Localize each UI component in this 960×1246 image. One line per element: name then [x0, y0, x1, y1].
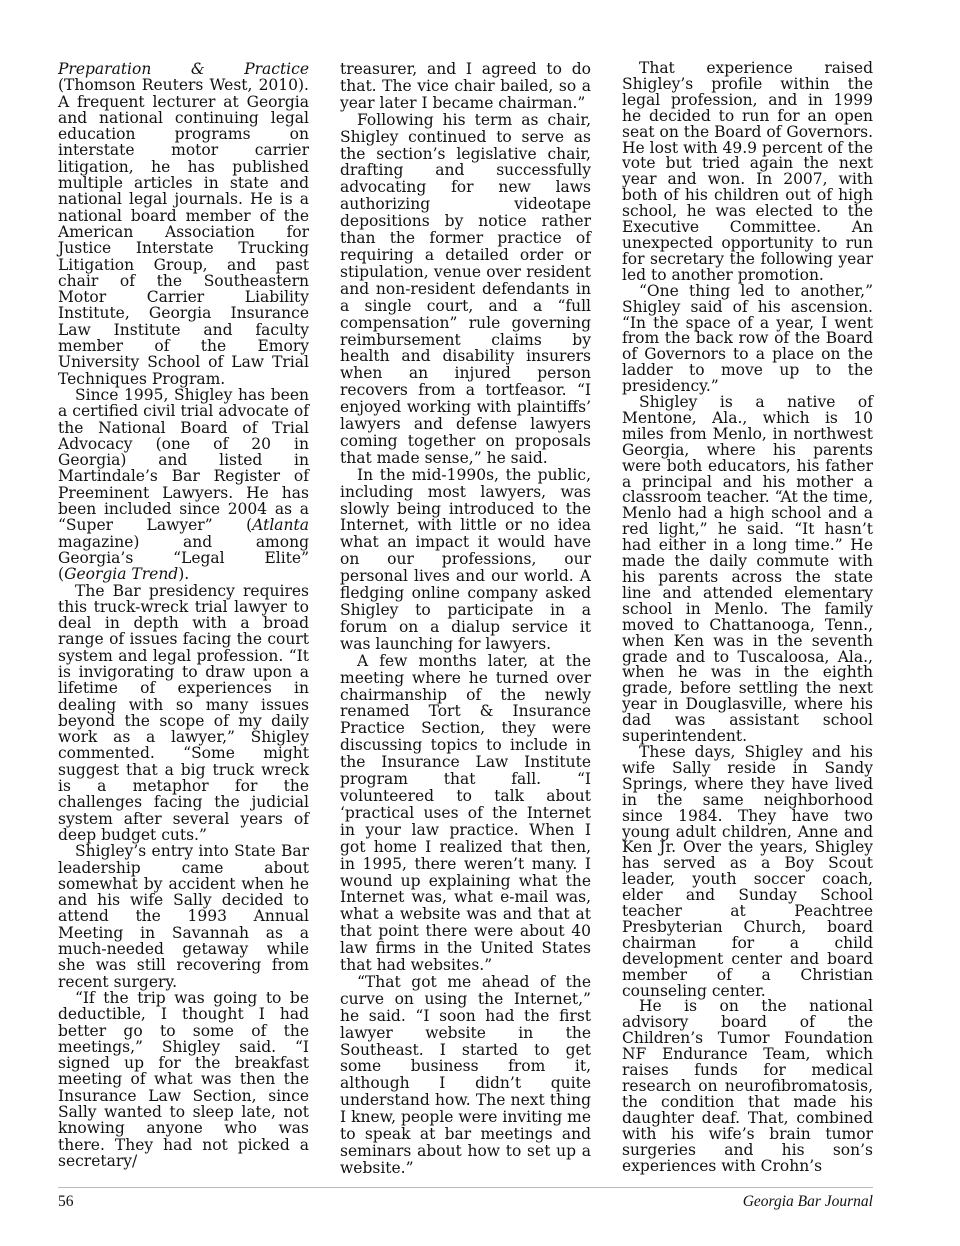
magazine-name: Georgia Trend — [64, 565, 179, 584]
paragraph: That experience raised Shigley’s profile within the legal profession, and in 1999 he decided to run for an open seat on the Board of Governors. He lost with 49.9 percent of the vote but tried again the next year and won. In 2007, with both of his children out of high school, he was elected to the Executive Committee. An unexpected opportunity to run for secretary the following year led to another promotion. — [622, 59, 873, 284]
article-column-1 — [58, 61, 309, 1169]
paragraph: Shigley is a native of Mentone, Ala., which is 10 miles from Menlo, in northwest Georgia, where his parents were both educators, his father a principal and his mother a classroom teacher. “At the time, Menlo had a high school and a red light,” he said. “It hasn’t had either in a long time.” He made the daily commute with his parents across the state line and attended elementary school in Menlo. The family moved to Chattanooga, Tenn., when Ken was in the seventh grade and to Tuscaloosa, Ala., when he was in the eighth grade, before settling the next year in Douglasville, where his dad was assistant school superintendent. — [622, 393, 873, 746]
paragraph: Since 1995, Shigley has been a certified civil trial advocate of the National Board of Trial Advocacy (one of 20 in Georgia) and listed in Martindale’s Bar Register of Preeminent Lawyers. He has been included since 2004 as a “Super Lawyer” (Atlanta magazine) and among Georgia’s “Legal Elite” (Georgia Trend). — [58, 385, 309, 584]
paragraph: treasurer, and I agreed to do that. The vice chair bailed, so a year later I became chairman.” — [340, 60, 591, 112]
paragraph: “If the trip was going to be deductible, I thought I had better go to some of the meetings,” Shigley said. “I signed up for the breakfast meeting of what was then the Insurance Law Section, since Sally wanted to sleep late, not knowing anyone who was there. They had not picked a secretary/ — [58, 988, 309, 1170]
article-column-2 — [340, 61, 591, 1177]
article-column-3 — [622, 61, 873, 1174]
paragraph: He is on the national advisory board of the Children’s Tumor Foundation NF Endurance Team, which raises funds for medical research on neurofibromatosis, the condition that made his daughter deaf. That, combined with his wife’s brain tumor surgeries and his son’s experiences with Crohn’s — [622, 997, 873, 1175]
paragraph: Following his term as chair, Shigley continued to serve as the section’s legislative chair, drafting and successfully advocating for new laws authorizing videotape depositions by notice rather than the former practice of requiring a detailed order or stipulation, venue over resident and non-resident defendants in a single court, and a “full compensation” rule governing reimbursement claims by health and disability insurers when an injured person recovers from a tortfeasor. “I enjoyed working with plaintiffs’ lawyers and defense lawyers coming together on proposals that made sense,” he said. — [340, 110, 591, 467]
paragraph: Shigley’s entry into State Bar leadership came about somewhat by accident when he and his wife Sally decided to attend the 1993 Annual Meeting in Savannah as a much-needed getaway while she was still recovering from recent surgery. — [58, 842, 309, 991]
paragraph: “One thing led to another,” Shigley said of his ascension. “In the space of a year, I went from the back row of the Board of Governors to a place on the ladder to move up to the presidency.” — [622, 281, 873, 396]
book-title: Preparation & Practice — [58, 60, 309, 78]
paragraph: These days, Shigley and his wife Sally reside in Sandy Springs, where they have lived in the same neighborhood since 1984. They have two young adult children, Anne and Ken Jr. Over the years, Shigley has served as a Boy Scout leader, youth soccer coach, elder and Sunday School teacher at Peachtree Presbyterian Church, board chairman for a child development center and board member of a Christian counseling center. — [622, 742, 873, 1000]
paragraph: A few months later, at the meeting where he turned over chairmanship of the newly renamed Tort & Insurance Practice Section, they were discussing topics to include in the Insurance Law Institute program that fall. “I volunteered to talk about ‘practical uses of the Internet in your law practice. When I got home I realized that then, in 1995, there weren’t many. I wound up explaining what the Internet was, what e-mail was, what a website was and that at that point there were about 40 law firms in the United States that had websites.” — [340, 651, 591, 975]
page-number: 56 — [58, 1193, 74, 1210]
magazine-name: Atlanta — [252, 516, 309, 535]
paragraph: “That got me ahead of the curve on using the Internet,” he said. “I soon had the first lawyer website in the Southeast. I started to get some business from it, although I didn’t quite understand how. The next thing I knew, people were inviting me to speak at bar meetings and seminars about how to set up a website.” — [340, 972, 591, 1177]
paragraph: Preparation & Practice (Thomson Reuters West, 2010). A frequent lecturer at Georgia and national continuing legal education programs on interstate motor carrier litigation, he has published multiple articles in state and national legal journals. He is a national board member of the American Association for Justice Interstate Trucking Litigation Group, and past chair of the Southeastern Motor Carrier Liability Institute, Georgia Insurance Law Institute and faculty member of the Emory University School of Law Trial Techniques Program. — [58, 60, 309, 388]
paragraph: In the mid-1990s, the public, including most lawyers, was slowly being introduced to the Internet, with little or no idea what an impact it would have on our professions, our personal lives and our world. A fledging online company asked Shigley to participate in a forum on a dialup service it was launching for lawyers. — [340, 465, 591, 653]
footer-divider — [58, 1187, 873, 1188]
journal-name: Georgia Bar Journal — [742, 1193, 873, 1210]
paragraph: The Bar presidency requires this truck-wreck trial lawyer to deal in depth with a broad range of issues facing the court system and legal profession. “It is invigorating to draw upon a lifetime of experiences in dealing with so many issues beyond the scope of my daily work as a lawyer,” Shigley commented. “Some might suggest that a big truck wreck is a metaphor for the challenges facing the judicial system after several years of deep budget cuts.” — [58, 581, 309, 844]
